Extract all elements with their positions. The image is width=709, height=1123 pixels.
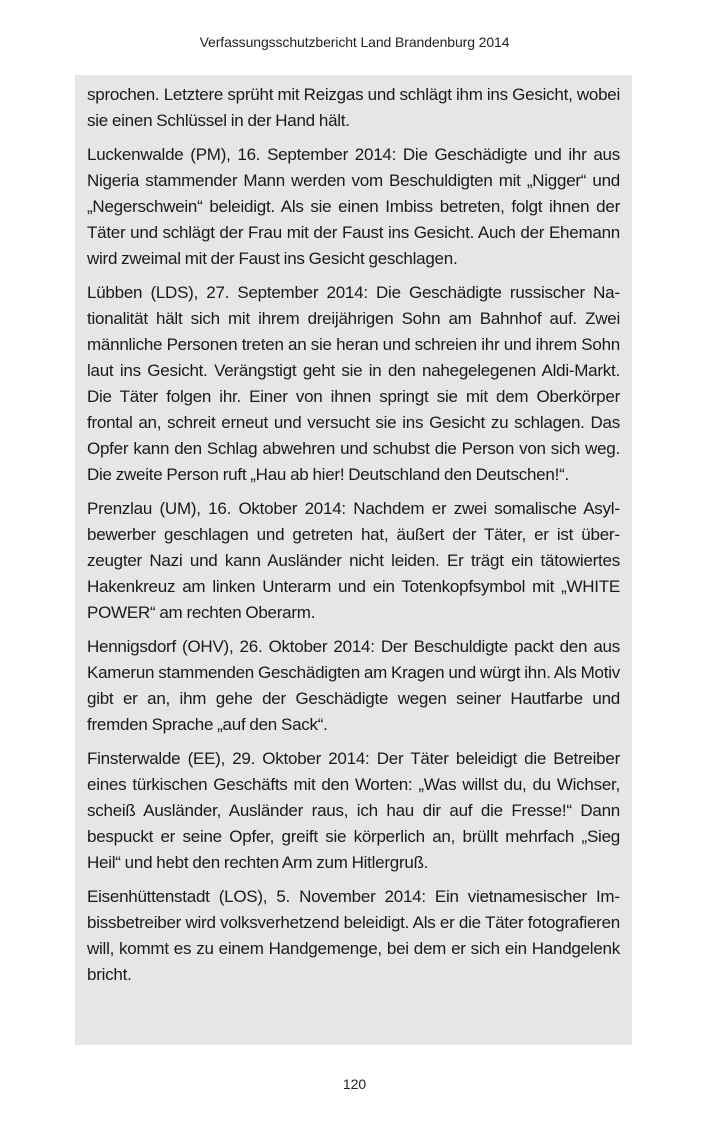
case-paragraph-continuation: sprochen. Letztere sprüht mit Reizgas und schlägt ihm ins Gesicht, wobei sie einen Schlüssel in der Hand hält. [87, 85, 620, 130]
case-paragraph-luebben: Lübben (LDS), 27. September 2014: Die Geschädigte russischer Nationalität hält sich mit ihrem dreijährigen Sohn am Bahnhof auf. Zwei männliche Personen treten an sie heran und schreien ihr und ihrem Sohn laut ins Gesicht. Verängstigt geht sie in den nahegelegenen Aldi-Markt. Die Täter folgen ihr. Einer von ihnen springt sie mit dem Oberkörper frontal an, schreit erneut und versucht sie ins Gesicht zu schlagen. Das Opfer kann den Schlag abwehren und schubst die Person von sich weg. Die zweite Person ruft „Hau ab hier! Deutschland den Deutschen!“. [87, 283, 620, 484]
page-number: 120 [342, 1076, 367, 1092]
case-list-box [75, 75, 632, 1045]
case-paragraph-luckenwalde: Luckenwalde (PM), 16. September 2014: Die Geschädigte und ihr aus Nigeria stammender Mann werden vom Beschuldigten mit „Nigger“ und „Negerschwein“ beleidigt. Als sie einen Imbiss betreten, folgt ihnen der Täter und schlägt der Frau mit der Faust ins Gesicht. Auch der Ehemann wird zweimal mit der Faust ins Gesicht geschlagen. [87, 145, 620, 268]
case-paragraph-prenzlau: Prenzlau (UM), 16. Oktober 2014: Nachdem er zwei somalische Asylbewerber geschlagen und getreten hat, äußert der Täter, er ist überzeugter Nazi und kann Ausländer nicht leiden. Er trägt ein tätowiertes Hakenkreuz am linken Unterarm und ein Totenkopfsymbol mit „WHITE POWER“ am rechten Oberarm. [87, 499, 620, 622]
running-header: Verfassungsschutzbericht Land Brandenburg 2014 [199, 34, 510, 50]
case-paragraph-eisenhuettenstadt: Eisenhüttenstadt (LOS), 5. November 2014: Ein vietnamesischer Imbissbetreiber wird volksverhetzend beleidigt. Als er die Täter fotografieren will, kommt es zu einem Handgemenge, bei dem er sich ein Handgelenk bricht. [87, 887, 620, 984]
case-paragraph-hennigsdorf: Hennigsdorf (OHV), 26. Oktober 2014: Der Beschuldigte packt den aus Kamerun stammenden Geschädigten am Kragen und würgt ihn. Als Motiv gibt er an, ihm gehe der Geschädigte wegen seiner Hautfarbe und fremden Sprache „auf den Sack“. [87, 637, 620, 734]
case-paragraph-finsterwalde: Finsterwalde (EE), 29. Oktober 2014: Der Täter beleidigt die Betreiber eines türkischen Geschäfts mit den Worten: „Was willst du, du Wichser, scheiß Ausländer, Ausländer raus, ich hau dir auf die Fresse!“ Dann bespuckt er seine Opfer, greift sie körperlich an, brüllt mehrfach „Sieg Heil“ und hebt den rechten Arm zum Hitlergruß. [87, 749, 620, 872]
